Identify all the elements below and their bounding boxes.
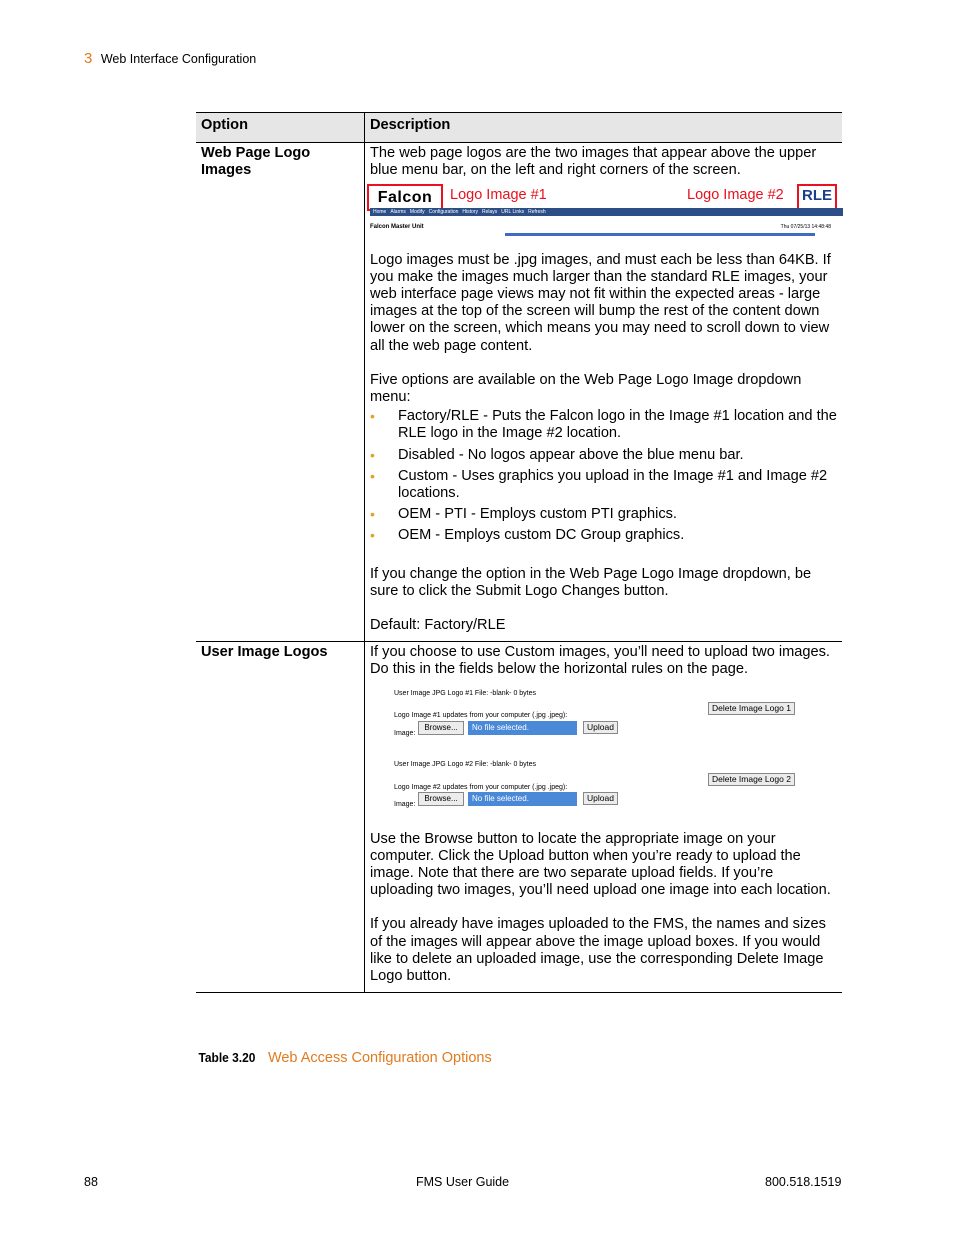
- option-description: [365, 143, 843, 642]
- menu-item: Alarms: [390, 208, 406, 215]
- upload-form-screenshot: [370, 681, 837, 821]
- options-table: [196, 112, 842, 993]
- table-title: Web Access Configuration Options: [267, 1050, 492, 1066]
- description-text: Five options are available on the Web Page Logo Image dropdown menu:: [370, 371, 802, 406]
- chapter-title: Web Interface Configuration: [100, 52, 257, 66]
- list-item: • OEM - PTI - Employs custom PTI graphics.: [370, 506, 677, 523]
- table-row: [196, 642, 842, 993]
- upload-button[interactable]: Upload: [583, 792, 618, 805]
- page-number: 88: [84, 1175, 98, 1189]
- option-name: User Image Logos: [196, 642, 365, 993]
- menu-item: Configuration: [428, 208, 459, 215]
- bullet-list: [370, 408, 837, 544]
- falcon-logo: Falcon: [367, 184, 443, 211]
- no-file-selected: No file selected.: [472, 793, 529, 803]
- delete-image-logo-2-button[interactable]: Delete Image Logo 2: [708, 773, 795, 786]
- logo1-file-info: User Image JPG Logo #1 File: -blank- 0 bytes: [394, 689, 537, 697]
- menu-item: Refresh: [528, 208, 546, 215]
- list-item: • Factory/RLE - Puts the Falcon logo in the Image #1 location and the RLE logo in the Image #2 location.: [370, 408, 837, 442]
- option-name: Web Page Logo Images: [196, 143, 365, 642]
- column-header-description: Description: [365, 113, 843, 143]
- logo-image-2-label: Logo Image #2: [687, 186, 784, 203]
- delete-image-logo-1-button[interactable]: Delete Image Logo 1: [708, 702, 795, 715]
- option-description: [365, 642, 843, 993]
- blue-menu-bar: [370, 208, 843, 216]
- logo2-file-info: User Image JPG Logo #2 File: -blank- 0 bytes: [394, 760, 537, 768]
- chapter-number: 3: [84, 50, 93, 67]
- bullet-icon: •: [370, 446, 375, 463]
- description-text: Use the Browse button to locate the appropriate image on your computer. Click the Upload button when you’re ready to upload the image. Note that there are two separate upload fields. If you’re uploading two images, you’ll need upload one image into each location.: [370, 830, 831, 899]
- logo1-updates-label: Logo Image #1 updates from your computer (.jpg .jpeg):: [394, 711, 568, 719]
- unit-name: Falcon Master Unit: [370, 223, 424, 230]
- no-file-selected: No file selected.: [472, 722, 529, 732]
- file-input-1[interactable]: [424, 721, 577, 735]
- file-input-2[interactable]: [424, 792, 577, 806]
- description-text: The web page logos are the two images that appear above the upper blue menu bar, on the left and right corners of the screen.: [370, 145, 817, 179]
- column-header-option: Option: [196, 113, 365, 143]
- menu-item: History: [462, 208, 478, 215]
- table-number: Table 3.20: [198, 1050, 256, 1065]
- description-text: Logo images must be .jpg images, and must each be less than 64KB. If you make the images much larger than the standard RLE images, your web interface page views may not fit within the expected areas - large images at the top of the screen will bump the rest of the content down lower on the screen, which means you may need to scroll down to view all the web page content.: [370, 251, 831, 354]
- list-item: • Disabled - No logos appear above the blue menu bar.: [370, 446, 744, 463]
- menu-item: Relays: [481, 208, 498, 215]
- image-label: Image:: [394, 729, 416, 737]
- table-header-row: [196, 113, 842, 143]
- bullet-icon: •: [370, 506, 375, 523]
- description-text: If you change the option in the Web Page Logo Image dropdown, be sure to click the Submit Logo Changes button.: [370, 565, 812, 599]
- page-header: [84, 50, 256, 67]
- default-value: Default: Factory/RLE: [370, 617, 506, 634]
- phone-number: 800.518.1519: [765, 1175, 842, 1189]
- menu-item: URL Links: [501, 208, 525, 215]
- datetime: Thu 07/25/13 14:48:48: [780, 223, 831, 230]
- image-label: Image:: [394, 800, 416, 808]
- list-item: • Custom - Uses graphics you upload in the Image #1 and Image #2 locations.: [370, 467, 828, 502]
- content-bar: [505, 233, 815, 236]
- bullet-icon: •: [370, 527, 375, 544]
- logo-image-1-label: Logo Image #1: [450, 186, 547, 203]
- rle-logo: RLE: [797, 184, 837, 210]
- list-item: • OEM - Employs custom DC Group graphics.: [370, 527, 685, 544]
- description-text: If you already have images uploaded to the FMS, the names and sizes of the images will appear above the image upload boxes. If you would like to delete an uploaded image, use the corresponding Delete Image Logo button.: [370, 916, 826, 985]
- logo2-updates-label: Logo Image #2 updates from your computer (.jpg .jpeg):: [394, 783, 568, 791]
- upload-button[interactable]: Upload: [583, 721, 618, 734]
- table-row: [196, 143, 842, 642]
- bullet-icon: •: [370, 467, 375, 484]
- description-text: If you choose to use Custom images, you’ll need to upload two images. Do this in the fields below the horizontal rules on the page.: [370, 644, 830, 678]
- browse-button[interactable]: Browse...: [418, 721, 464, 735]
- bullet-icon: •: [370, 408, 375, 425]
- menu-item: Home: [373, 208, 387, 215]
- menu-item: Modify: [409, 208, 425, 215]
- browse-button[interactable]: Browse...: [418, 792, 464, 806]
- logo-screenshot: [370, 183, 837, 240]
- guide-name: FMS User Guide: [416, 1175, 510, 1189]
- table-caption: [196, 1050, 492, 1066]
